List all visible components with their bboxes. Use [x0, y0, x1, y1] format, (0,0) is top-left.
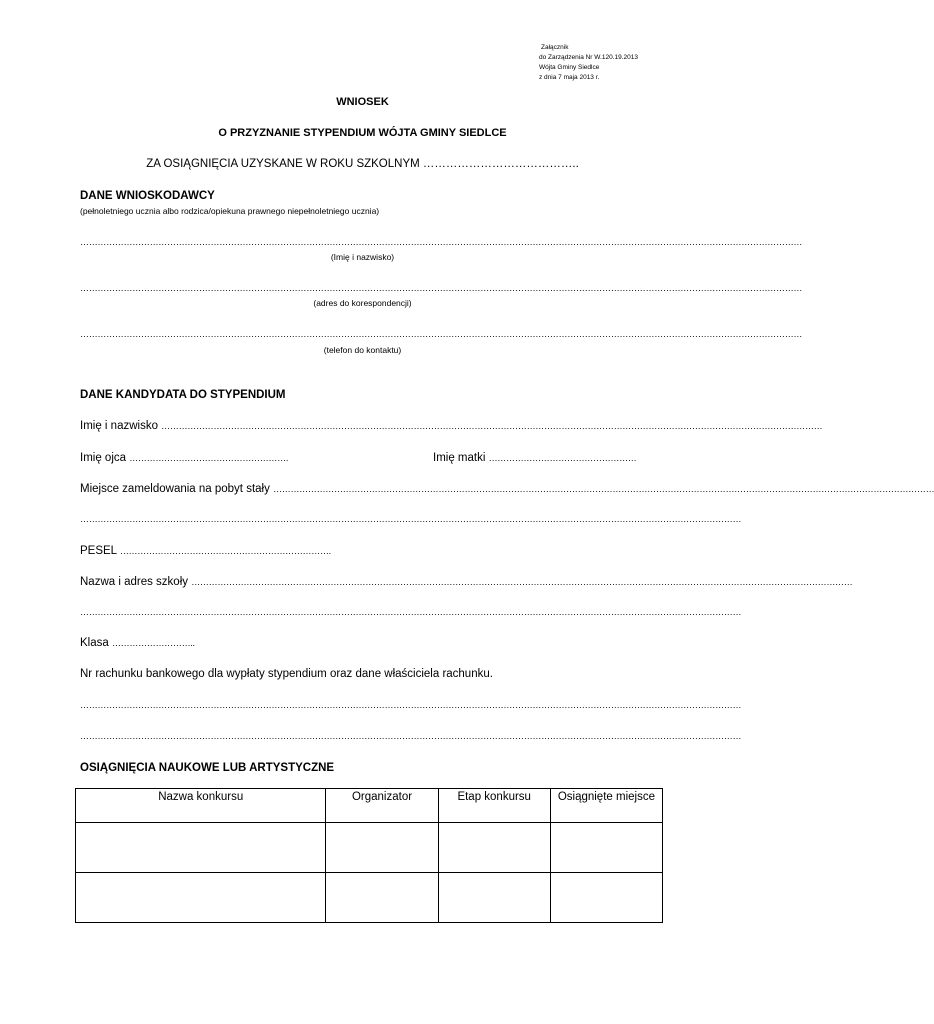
attachment-line-3: Wójta Gminy Siedlce	[539, 64, 600, 71]
applicant-phone-field[interactable]: ……………………………………………………………………………………………………………………………………………………………………………………………………………………………	[80, 329, 803, 339]
mother-name-label: Imię matki	[433, 452, 486, 464]
residence-label: Miejsce zameldowania na pobyt stały	[80, 483, 270, 495]
school-label: Nazwa i adres szkoły	[80, 576, 189, 588]
attachment-note	[539, 43, 638, 83]
applicant-address-caption: (adres do korespondencji)	[313, 298, 412, 308]
achievements-table	[75, 788, 663, 923]
father-name-row	[80, 452, 288, 464]
bank-account-field-2[interactable]: …………………………………………………………………………………………………………………………………………………………………………………………………………	[80, 731, 742, 741]
table-cell[interactable]	[326, 823, 438, 873]
school-field-line-2[interactable]: …………………………………………………………………………………………………………………………………………………………………………………………………………	[80, 607, 742, 617]
column-organizer: Organizator	[326, 789, 438, 823]
table-cell[interactable]	[550, 823, 662, 873]
table-row	[76, 873, 663, 923]
table-cell[interactable]	[550, 873, 662, 923]
table-header-row	[76, 789, 663, 823]
applicant-address-field[interactable]: ……………………………………………………………………………………………………………………………………………………………………………………………………………………………	[80, 283, 803, 293]
column-competition-name: Nazwa konkursu	[76, 789, 326, 823]
residence-field[interactable]: …………………………………………………………………………………………………………………………………………………………………………………………………………	[273, 484, 934, 494]
school-row	[80, 576, 853, 588]
document-subtitle: O PRZYZNANIE STYPENDIUM WÓJTA GMINY SIEDLCE	[218, 127, 507, 139]
applicant-name-field[interactable]: ……………………………………………………………………………………………………………………………………………………………………………………………………………………………	[80, 237, 803, 247]
applicant-phone-caption: (telefon do kontaktu)	[323, 345, 402, 355]
mother-name-field[interactable]: ……………………………………………	[488, 453, 637, 463]
candidate-name-field[interactable]: …………………………………………………………………………………………………………………………………………………………………………………………………………	[161, 421, 823, 431]
candidate-name-label: Imię i nazwisko	[80, 420, 158, 432]
school-year-line: ZA OSIĄGNIĘCIA UZYSKANE W ROKU SZKOLNYM …………………………………..	[146, 158, 579, 170]
column-place: Osiągnięte miejsce	[550, 789, 662, 823]
pesel-field[interactable]: ……………………………………………………………….	[119, 546, 331, 556]
class-label: Klasa	[80, 637, 109, 649]
father-name-label: Imię ojca	[80, 452, 127, 464]
candidate-name-row	[80, 420, 823, 432]
father-name-field[interactable]: ……………………………………………….	[129, 453, 289, 463]
table-cell[interactable]	[438, 823, 550, 873]
applicant-name-caption: (Imię i nazwisko)	[330, 252, 395, 262]
applicant-note: (pełnoletniego ucznia albo rodzica/opiekuna prawnego niepełnoletniego ucznia)	[80, 206, 380, 216]
attachment-line-1: Załącznik	[541, 44, 569, 51]
applicant-heading: DANE WNIOSKODAWCY	[80, 190, 215, 202]
table-cell[interactable]	[438, 873, 550, 923]
mother-name-row	[433, 452, 637, 464]
class-row	[80, 637, 195, 649]
bank-account-label: Nr rachunku bankowego dla wypłaty stypendium oraz dane właściciela rachunku.	[80, 668, 493, 680]
pesel-label: PESEL	[80, 545, 117, 557]
table-cell[interactable]	[76, 873, 326, 923]
residence-field-line-2[interactable]: …………………………………………………………………………………………………………………………………………………………………………………………………………	[80, 514, 742, 524]
table-cell[interactable]	[326, 873, 438, 923]
school-field[interactable]: …………………………………………………………………………………………………………………………………………………………………………………………………………	[191, 577, 853, 587]
bank-account-field-1[interactable]: …………………………………………………………………………………………………………………………………………………………………………………………………………	[80, 700, 742, 710]
class-field[interactable]: ………………………..	[111, 638, 195, 648]
document-title: WNIOSEK	[336, 96, 389, 108]
residence-row	[80, 483, 934, 495]
achievements-heading: OSIĄGNIĘCIA NAUKOWE LUB ARTYSTYCZNE	[80, 762, 335, 774]
pesel-row	[80, 545, 331, 557]
table-cell[interactable]	[76, 823, 326, 873]
table-row	[76, 823, 663, 873]
attachment-line-4: z dnia 7 maja 2013 r.	[539, 74, 600, 81]
column-stage: Etap konkursu	[438, 789, 550, 823]
attachment-line-2: do Zarządzenia Nr W.120.19.2013	[539, 54, 639, 61]
candidate-heading: DANE KANDYDATA DO STYPENDIUM	[80, 389, 286, 401]
